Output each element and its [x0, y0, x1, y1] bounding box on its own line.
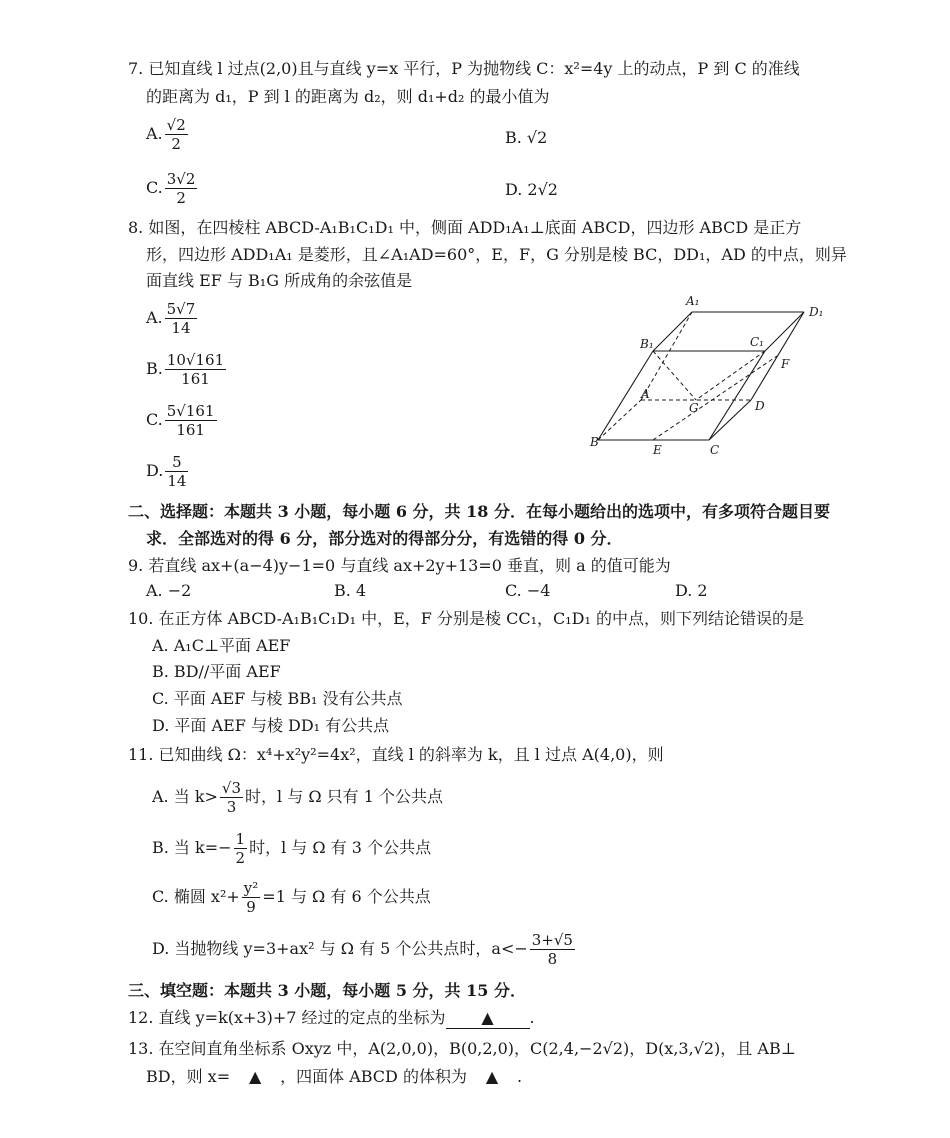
fraction	[165, 351, 226, 388]
q9-option-c: C. −4	[505, 581, 551, 600]
option-prefix: D. 当抛物线 y=3+ax² 与 Ω 有 5 个公共点时，a<−	[152, 939, 528, 958]
label-b: B	[590, 435, 599, 449]
q8-prism-figure	[585, 292, 835, 462]
q8-option-a	[146, 300, 199, 337]
q13-line1: 13. 在空间直角坐标系 Oxyz 中，A(2,0,0)，B(0,2,0)，C(2,4,−2√2)，D(x,3,√2)，且 AB⊥	[128, 1039, 796, 1058]
option-label: A.	[146, 308, 163, 327]
section2-heading-line1: 二、选择题：本题共 3 小题，每小题 6 分，共 18 分．在每小题给出的选项中，有多项符合题目要	[128, 502, 830, 521]
q10-option-c: C. 平面 AEF 与棱 BB₁ 没有公共点	[152, 689, 403, 708]
denominator: 3	[226, 798, 237, 816]
option-label: C.	[146, 178, 163, 197]
q7-option-b: B. √2	[505, 128, 548, 147]
edge-dd1	[751, 312, 804, 400]
fraction	[165, 453, 188, 490]
fraction	[165, 402, 217, 439]
option-prefix: C. 椭圆 x²+	[152, 887, 240, 906]
q9-option-b: B. 4	[334, 581, 367, 600]
q13-prefix: BD，则 x=	[146, 1067, 231, 1086]
q11-stem: 11. 已知曲线 Ω：x⁴+x²y²=4x²，直线 l 的斜率为 k，且 l 过点 A(4,0)，则	[128, 745, 664, 764]
label-a: A	[641, 387, 650, 401]
option-prefix: B. 当 k=−	[152, 838, 232, 857]
q12-line	[128, 1008, 535, 1029]
option-suffix: 时，l 与 Ω 只有 1 个公共点	[245, 787, 444, 806]
q11-option-d	[152, 931, 577, 968]
numerator: √3	[221, 779, 242, 797]
denominator: 14	[171, 319, 191, 337]
label-d1: D₁	[809, 305, 824, 319]
fraction	[165, 300, 198, 337]
label-a1: A₁	[686, 294, 700, 308]
section3-heading: 三、填空题：本题共 3 小题，每小题 5 分，共 15 分．	[128, 981, 526, 1000]
denominator: 161	[181, 370, 210, 388]
numerator: 3+√5	[531, 931, 573, 949]
q7-option-a	[146, 116, 190, 153]
label-b1: B₁	[640, 337, 654, 351]
option-label: D.	[146, 461, 164, 480]
numerator: 10√161	[166, 351, 225, 369]
q13-line2	[146, 1067, 522, 1087]
q10-option-d: D. 平面 AEF 与棱 DD₁ 有公共点	[152, 716, 390, 735]
q10-option-b: B. BD//平面 AEF	[152, 662, 281, 681]
q13-suffix: .	[516, 1067, 523, 1086]
fraction	[220, 779, 243, 816]
option-label: C.	[146, 410, 163, 429]
label-c1: C₁	[750, 335, 764, 349]
q12-prefix: 12. 直线 y=k(x+3)+7 经过的定点的坐标为	[128, 1008, 446, 1027]
answer-blank-1: ▲	[248, 1067, 262, 1086]
q8-option-b	[146, 351, 228, 388]
option-suffix: 时，l 与 Ω 有 3 个公共点	[249, 838, 432, 857]
label-g: G	[689, 401, 699, 415]
fraction	[165, 170, 198, 207]
denominator: 14	[167, 472, 187, 490]
option-label: A.	[146, 124, 163, 143]
numerator: 5√161	[166, 402, 215, 420]
fraction	[530, 931, 575, 968]
label-e: E	[653, 443, 662, 457]
q9-option-a: A. −2	[146, 581, 192, 600]
numerator: 1	[235, 830, 246, 848]
fraction	[234, 830, 248, 867]
q8-option-d	[146, 453, 190, 490]
q12-suffix: .	[529, 1008, 535, 1027]
denominator: 2	[176, 189, 186, 207]
section2-heading-line2: 求．全部选对的得 6 分，部分选对的得部分分，有选错的得 0 分．	[146, 529, 623, 548]
answer-blank: ▲	[446, 1008, 530, 1029]
q11-option-a	[152, 779, 443, 816]
answer-blank-2: ▲	[485, 1067, 499, 1086]
q9-option-d: D. 2	[675, 581, 708, 600]
option-prefix: A. 当 k>	[152, 787, 218, 806]
q8-stem-line2: 形，四边形 ADD₁A₁ 是菱形，且∠A₁AD=60°，E，F，G 分别是棱 BC，DD₁，AD 的中点，则异	[146, 245, 847, 264]
numerator: √2	[166, 116, 186, 134]
option-suffix: =1 与 Ω 有 6 个公共点	[262, 887, 431, 906]
numerator: 5√7	[166, 300, 196, 318]
q7-stem-line2: 的距离为 d₁，P 到 l 的距离为 d₂，则 d₁+d₂ 的最小值为	[146, 87, 550, 106]
q10-stem: 10. 在正方体 ABCD-A₁B₁C₁D₁ 中，E，F 分别是棱 CC₁，C₁D₁ 的中点，则下列结论错误的是	[128, 609, 804, 628]
q8-stem-line1: 8. 如图，在四棱柱 ABCD-A₁B₁C₁D₁ 中，侧面 ADD₁A₁⊥底面 ABCD，四边形 ABCD 是正方	[128, 218, 802, 237]
numerator: 3√2	[166, 170, 196, 188]
segment-c1g	[696, 351, 765, 400]
fraction	[165, 116, 188, 153]
numerator: 5	[165, 453, 188, 472]
q7-option-c	[146, 170, 199, 207]
denominator: 2	[171, 135, 181, 153]
fraction	[242, 879, 261, 916]
label-c: C	[710, 443, 720, 457]
q7-stem-line1: 7. 已知直线 l 过点(2,0)且与直线 y=x 平行，P 为抛物线 C：x²=4y 上的动点，P 到 C 的准线	[128, 59, 800, 78]
option-label: B.	[146, 359, 163, 378]
denominator: 161	[176, 421, 205, 439]
q13-middle: ，四面体 ABCD 的体积为	[280, 1067, 467, 1086]
q9-stem: 9. 若直线 ax+(a−4)y−1=0 与直线 ax+2y+13=0 垂直，则 a 的值可能为	[128, 556, 671, 575]
numerator: y²	[243, 879, 259, 897]
denominator: 2	[235, 849, 246, 867]
q8-option-c	[146, 402, 219, 439]
edge-cc1	[709, 351, 765, 440]
denominator: 9	[246, 898, 256, 916]
q11-option-b	[152, 830, 431, 867]
denominator: 8	[547, 950, 558, 968]
q11-option-c	[152, 879, 431, 916]
q7-option-d: D. 2√2	[505, 180, 558, 199]
q10-option-a: A. A₁C⊥平面 AEF	[152, 636, 291, 655]
segment-ef	[653, 356, 777, 440]
segment-b1g	[653, 351, 696, 400]
q8-stem-line3: 面直线 EF 与 B₁G 所成角的余弦值是	[146, 271, 413, 290]
label-f: F	[781, 357, 790, 371]
label-d: D	[755, 399, 765, 413]
